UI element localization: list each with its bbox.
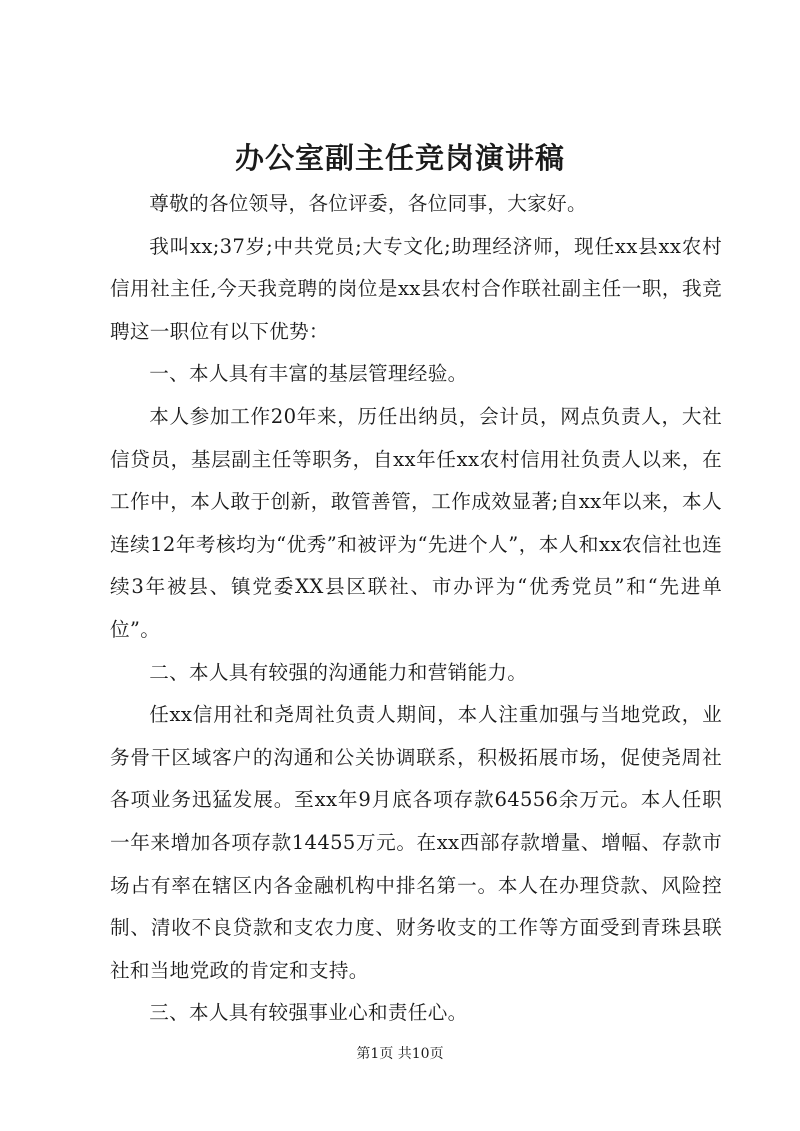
- section-heading-2: 二、本人具有较强的沟通能力和营销能力。: [149, 660, 528, 684]
- section-2-paragraph: 任xx信用社和尧周社负责人期间，本人注重加强与当地党政，业务骨干区域客户的沟通和公关协调联系，积极拓展市场，促使尧周社各项业务迅猛发展。至xx年9月底各项存款64556余万元。本人任职一年来增加各项存款14455万元。在xx西部存款增量、增幅、存款市场占有率在辖区内各金融机构中排名第一。本人在办理贷款、风险控制、清收不良贷款和支农力度、财务收支的工作等方面受到青珠县联社和当地党政的肯定和支持。: [110, 703, 722, 982]
- intro-paragraph: 我叫xx;37岁;中共党员;大专文化;助理经济师，现任xx县xx农村信用社主任,今天我竞聘的岗位是xx县农村合作联社副主任一职，我竞聘这一职位有以下优势：: [110, 234, 722, 343]
- section-1-paragraph: 本人参加工作20年来，历任出纳员，会计员，网点负责人，大社信贷员，基层副主任等职务，自xx年任xx农村信用社负责人以来，在工作中，本人敢于创新，敢管善管，工作成效显著;自xx年以来，本人连续12年考核均为“优秀”和被评为“先进个人”，本人和xx农信社也连续3年被县、镇党委XX县区联社、市办评为“优秀党员”和“先进单位”。: [110, 404, 722, 641]
- document-title: 办公室副主任竞岗演讲稿: [234, 141, 565, 175]
- section-heading-1: 一、本人具有丰富的基层管理经验。: [149, 362, 468, 386]
- section-heading-3: 三、本人具有较强事业心和责任心。: [149, 1001, 468, 1025]
- greeting-paragraph: 尊敬的各位领导，各位评委，各位同事，大家好。: [149, 192, 587, 215]
- page-footer: 第1页 共10页: [356, 1046, 444, 1062]
- document-body: [110, 183, 722, 1035]
